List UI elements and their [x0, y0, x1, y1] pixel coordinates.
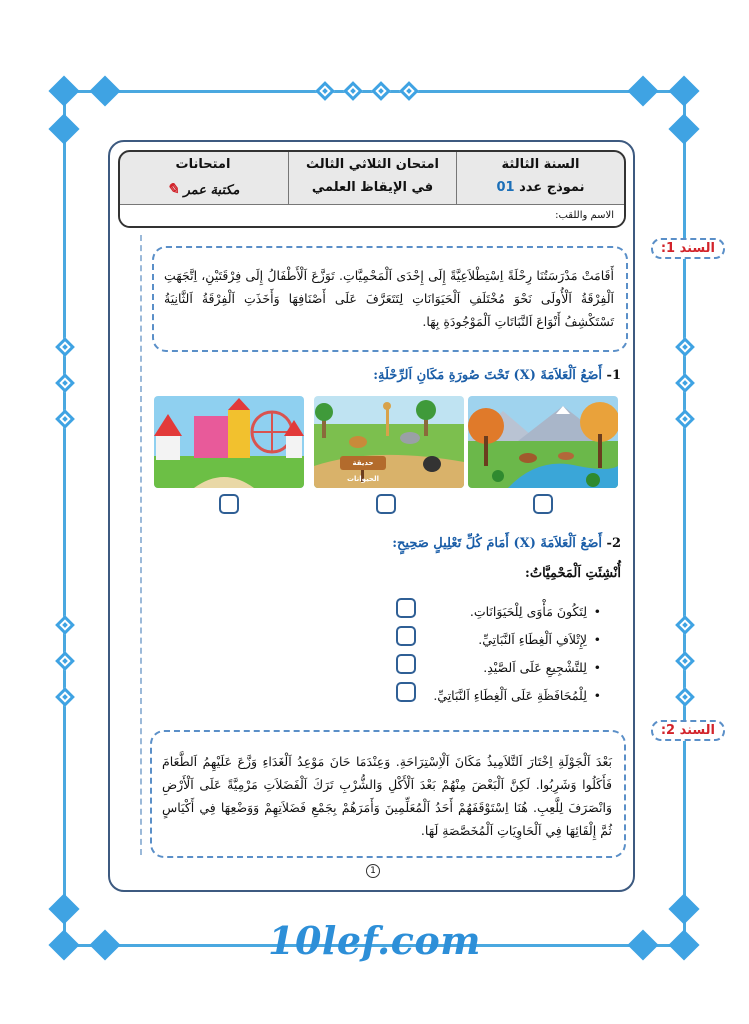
model-number: 01: [496, 180, 515, 195]
frame-diamond-icon: [668, 893, 699, 924]
frame-diamond-small-icon: [55, 615, 75, 635]
frame-diamond-icon: [48, 113, 79, 144]
document-1-box: [152, 246, 628, 352]
frame-diamond-icon: [627, 929, 658, 960]
option-checkbox-1[interactable]: [396, 598, 416, 618]
question-2-text: أَضَعُ اَلْعَلاَمَةَ (X) أَمَامَ كُلِّ تَعْلِيلٍ صَحِيحٍ:: [392, 536, 603, 551]
frame-diamond-small-icon: [55, 409, 75, 429]
nature-reserve-illustration: [468, 396, 618, 488]
publisher-logo: ✎ مكتبة عمر: [166, 180, 240, 198]
student-name-row[interactable]: [120, 204, 624, 228]
question-2-number: 2-: [606, 536, 621, 551]
document-2-tag: السند 2:: [651, 720, 725, 741]
frame-diamond-small-icon: [371, 81, 391, 101]
frame-diamond-small-icon: [675, 409, 695, 429]
page-number: 1: [366, 864, 380, 878]
publisher-line1: امتحانات: [175, 157, 231, 172]
document-1-text: أَقَامَتْ مَدْرَسَتُنَا رِحْلَةً اِسْتِطْلاَعِيَّةً إِلَى إِحْدَى اَلْمَحْمِيَّاتِ. تَوَزَّعَ اَلْأَطْفَالُ إِلَى فِرْقَتَيْنِ، اِتَّجَهَتِ اَلْفِرْقَةُ اَلْأُولَى نَحْوَ مُخْتَلَفِ اَلْحَيَوَانَاتِ لِتَتَعَرَّفَ عَلَى أَصْنَافِهَا وَأَخَذَتِ اَلْفِرْقَةُ اَلثَّانِيَةُ تَسْتَكْشِفُ أَنْوَاعَ اَلنَّبَاتَاتِ اَلْمَوْجُودَةِ بِهَا.: [164, 268, 614, 329]
frame-left-line: [63, 90, 66, 944]
model-label: نموذج عدد 01: [496, 180, 585, 195]
frame-diamond-small-icon: [675, 651, 695, 671]
document-2-box: [150, 730, 626, 858]
option-item: • لِإِتْلاَفِ اَلْغِطَاءِ اَلنَّبَاتِيِّ.: [433, 626, 601, 654]
frame-diamond-small-icon: [55, 651, 75, 671]
question-1-title: [373, 368, 621, 383]
frame-diamond-icon: [668, 113, 699, 144]
frame-diamond-small-icon: [55, 373, 75, 393]
exam-header: [118, 150, 626, 228]
frame-diamond-small-icon: [343, 81, 363, 101]
image-zoo[interactable]: [314, 396, 464, 488]
option-item: • لِتَكُونَ مَأْوَى لِلْحَيَوَانَاتِ.: [433, 598, 601, 626]
frame-diamond-small-icon: [315, 81, 335, 101]
exam-title-line1: امتحان الثلاثي الثالث: [306, 157, 439, 172]
frame-diamond-icon: [48, 75, 79, 106]
frame-diamond-icon: [48, 893, 79, 924]
image-nature-reserve[interactable]: [468, 396, 618, 488]
amusement-park-illustration: [154, 396, 304, 488]
frame-diamond-small-icon: [675, 615, 695, 635]
header-exam-cell: [288, 152, 456, 204]
document-2-text: بَعْدَ اَلْجَوْلَةِ اِخْتَارَ اَلتَّلاَمِيذُ مَكَانَ اَلْاِسْتِرَاحَةِ. وَعِنْدَمَا حَانَ مَوْعِدُ اَلْغَدَاءِ وَزَّعَ عَلَيْهِمُ اَلطَّعَامَ فَأَكَلُوا وَشَرِبُوا. لَكِنَّ اَلْبَعْضَ مِنْهُمْ بَعْدَ اَلْأَكْلِ وَالشُّرْبِ تَرَكَ اَلْفَضَلاَتِ مَرْمِيَّةً عَلَى اَلْأَرْضِ وَانْصَرَفَ لِلَّعِبِ. هُنَا اِسْتَوْقَفَهُمْ أَحَدُ اَلْمُعَلِّمِينَ وَأَمَرَهُمْ بِجَمْعِ فَضَلاَتِهِمْ وَوَضْعِهَا فِي أَكْيَاسٍ ثُمَّ إِلْقَائِهَا فِي اَلْحَاوِيَاتِ اَلْمُخَصَّصَةِ لَهَا.: [162, 754, 612, 838]
zoo-illustration: [314, 396, 464, 488]
question-1-number: 1-: [606, 368, 621, 383]
frame-diamond-icon: [627, 75, 658, 106]
frame-diamond-icon: [668, 75, 699, 106]
site-footer-logo[interactable]: 10lef.com: [268, 918, 481, 963]
checkbox-nature-reserve[interactable]: [533, 494, 553, 514]
question-2-title: [392, 536, 621, 551]
pencil-icon: ✎: [166, 180, 180, 198]
exam-title-line2: في الإيقاظ العلمي: [311, 180, 434, 195]
option-item: • لِلتَّشْجِيعِ عَلَى اَلصَّيْدِ.: [433, 654, 601, 682]
frame-diamond-small-icon: [55, 337, 75, 357]
option-checkbox-3[interactable]: [396, 654, 416, 674]
header-publisher-cell: [118, 152, 288, 204]
frame-diamond-small-icon: [675, 337, 695, 357]
frame-diamond-small-icon: [675, 687, 695, 707]
frame-diamond-icon: [89, 929, 120, 960]
question-2-options: [433, 598, 601, 710]
margin-dashed-line: [140, 235, 142, 855]
image-amusement-park[interactable]: [154, 396, 304, 488]
header-grade-cell: [456, 152, 624, 204]
document-1-tag: السند 1:: [651, 238, 725, 259]
frame-diamond-icon: [668, 929, 699, 960]
frame-diamond-small-icon: [675, 373, 695, 393]
option-item: • لِلْمُحَافَظَةِ عَلَى اَلْغِطَاءِ اَلنَّبَاتِيِّ.: [433, 682, 601, 710]
zoo-sign-label: حديقة الحيوانات: [346, 459, 379, 483]
frame-diamond-small-icon: [55, 687, 75, 707]
grade-label: السنة الثالثة: [501, 157, 580, 172]
option-checkbox-4[interactable]: [396, 682, 416, 702]
checkbox-amusement-park[interactable]: [219, 494, 239, 514]
frame-diamond-icon: [48, 929, 79, 960]
question-1-text: أَضَعُ اَلْعَلاَمَةَ (X) تَحْتَ صُورَةِ مَكَانِ اَلرِّحْلَةِ:: [373, 368, 603, 383]
frame-right-line: [683, 90, 686, 944]
name-label: الاسم واللقب:: [555, 210, 614, 221]
option-checkbox-2[interactable]: [396, 626, 416, 646]
question-2-stem: أُنْشِئَتِ اَلْمَحْمِيَّاتُ:: [525, 566, 621, 581]
frame-diamond-icon: [89, 75, 120, 106]
checkbox-zoo[interactable]: [376, 494, 396, 514]
frame-diamond-small-icon: [399, 81, 419, 101]
